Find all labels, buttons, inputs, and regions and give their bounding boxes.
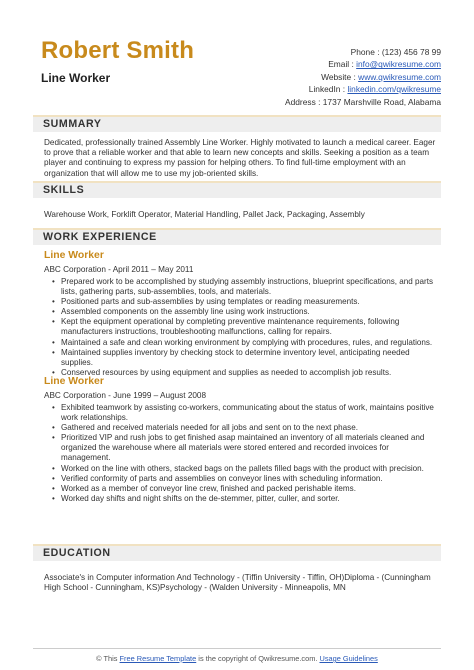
job-1-bullets bbox=[52, 277, 440, 378]
skills-text: Warehouse Work, Forklift Operator, Material Handling, Pallet Jack, Packaging, Assembly bbox=[44, 210, 365, 219]
experience-heading: WORK EXPERIENCE bbox=[43, 231, 157, 243]
experience-section-header bbox=[33, 228, 441, 245]
list-item: • Maintained supplies inventory by checking stock to determine inventory level, anticipating needed supplies. bbox=[52, 348, 440, 368]
free-resume-template-link[interactable]: Free Resume Template bbox=[119, 654, 197, 663]
education-text: Associate's in Computer information And Technology - (Tiffin University - Tiffin, OH)Diploma - (Cunningham High School - Cunningham, KS)Psychology - (Walden University - Minneapolis, MN bbox=[44, 573, 431, 593]
linkedin-link[interactable]: linkedin.com/qwikresume bbox=[347, 84, 441, 95]
job-1-title: Line Worker bbox=[44, 250, 104, 261]
skills-section-header bbox=[33, 181, 441, 198]
usage-guidelines-link[interactable]: Usage Guidelines bbox=[319, 654, 378, 663]
list-item: • Worked as a member of conveyor line crew, finished and packed perishable items. bbox=[52, 484, 440, 494]
job-title-header: Line Worker bbox=[41, 71, 111, 85]
job-2-title: Line Worker bbox=[44, 376, 104, 387]
skills-heading: SKILLS bbox=[43, 184, 85, 196]
footer-divider bbox=[33, 648, 441, 649]
list-item: • Verified conformity of parts and assemblies on conveyor lines with scheduling information. bbox=[52, 474, 440, 484]
summary-section-header bbox=[33, 115, 441, 132]
contact-email: Email : info@qwikresume.com bbox=[328, 59, 441, 70]
list-item: • Exhibited teamwork by assisting co-workers, communicating about the status of work, maintains positive work relationships. bbox=[52, 403, 440, 423]
footer-prefix: © This bbox=[96, 654, 118, 663]
footer bbox=[0, 654, 474, 663]
list-item: • Assembled components on the assembly line using work instructions. bbox=[52, 307, 440, 317]
education-heading: EDUCATION bbox=[43, 547, 111, 559]
summary-heading: SUMMARY bbox=[43, 118, 102, 130]
list-item: • Kept the equipment operational by completing preventive maintenance requirements, following manufacturers instructions, troubleshooting malfunctions, calling for repairs. bbox=[52, 317, 440, 337]
education-section-header bbox=[33, 544, 441, 561]
contact-address: Address : 1737 Marshville Road, Alabama bbox=[285, 96, 441, 107]
contact-block bbox=[285, 46, 441, 108]
list-item: • Positioned parts and sub-assemblies by using templates or reading measurements. bbox=[52, 297, 440, 307]
contact-linkedin: LinkedIn : linkedin.com/qwikresume bbox=[308, 84, 441, 95]
contact-website: Website : www.qwikresume.com bbox=[321, 71, 441, 82]
job-1-meta: ABC Corporation - April 2011 – May 2011 bbox=[44, 265, 194, 274]
candidate-name: Robert Smith bbox=[41, 37, 195, 64]
list-item: • Prioritized VIP and rush jobs to get finished asap maintained an inventory of all materials cleaned and organized the warehouse where all materials were stored entered and recorded invoices for management. bbox=[52, 433, 440, 463]
footer-copyright-text: is the copyright of Qwikresume.com. bbox=[198, 654, 318, 663]
job-2-bullets bbox=[52, 403, 440, 504]
summary-text: Dedicated, professionally trained Assembly Line Worker. Highly motivated to launch a medical career. Eager to prove that a reliable worker and that able to learn new concepts and skills. Seeking a position as a team player and continuing to express my passion for helping others. To find full-time employment with an organization that will allow me to use my job-oriented skills. bbox=[44, 138, 436, 178]
list-item: • Maintained a safe and clean working environment by complying with procedures, rules, and regulations. bbox=[52, 338, 440, 348]
job-2-meta: ABC Corporation - June 1999 – August 2008 bbox=[44, 391, 207, 400]
list-item: • Worked day shifts and night shifts on the de-stemmer, pitter, culler, and sorter. bbox=[52, 494, 440, 504]
email-link[interactable]: info@qwikresume.com bbox=[356, 59, 441, 70]
website-link[interactable]: www.qwikresume.com bbox=[358, 71, 441, 82]
list-item: • Prepared work to be accomplished by studying assembly instructions, blueprint specifications, and parts lists, gathering parts, sub-assemblies, tools, and materials. bbox=[52, 277, 440, 297]
contact-phone: Phone : (123) 456 78 99 bbox=[350, 47, 441, 57]
list-item: • Conserved resources by using equipment and supplies as needed to accomplish job results. bbox=[52, 368, 440, 378]
list-item: • Worked on the line with others, stacked bags on the pallets filled bags with the product with precision. bbox=[52, 464, 440, 474]
list-item: • Gathered and received materials needed for all jobs and sent on to the next phase. bbox=[52, 423, 440, 433]
